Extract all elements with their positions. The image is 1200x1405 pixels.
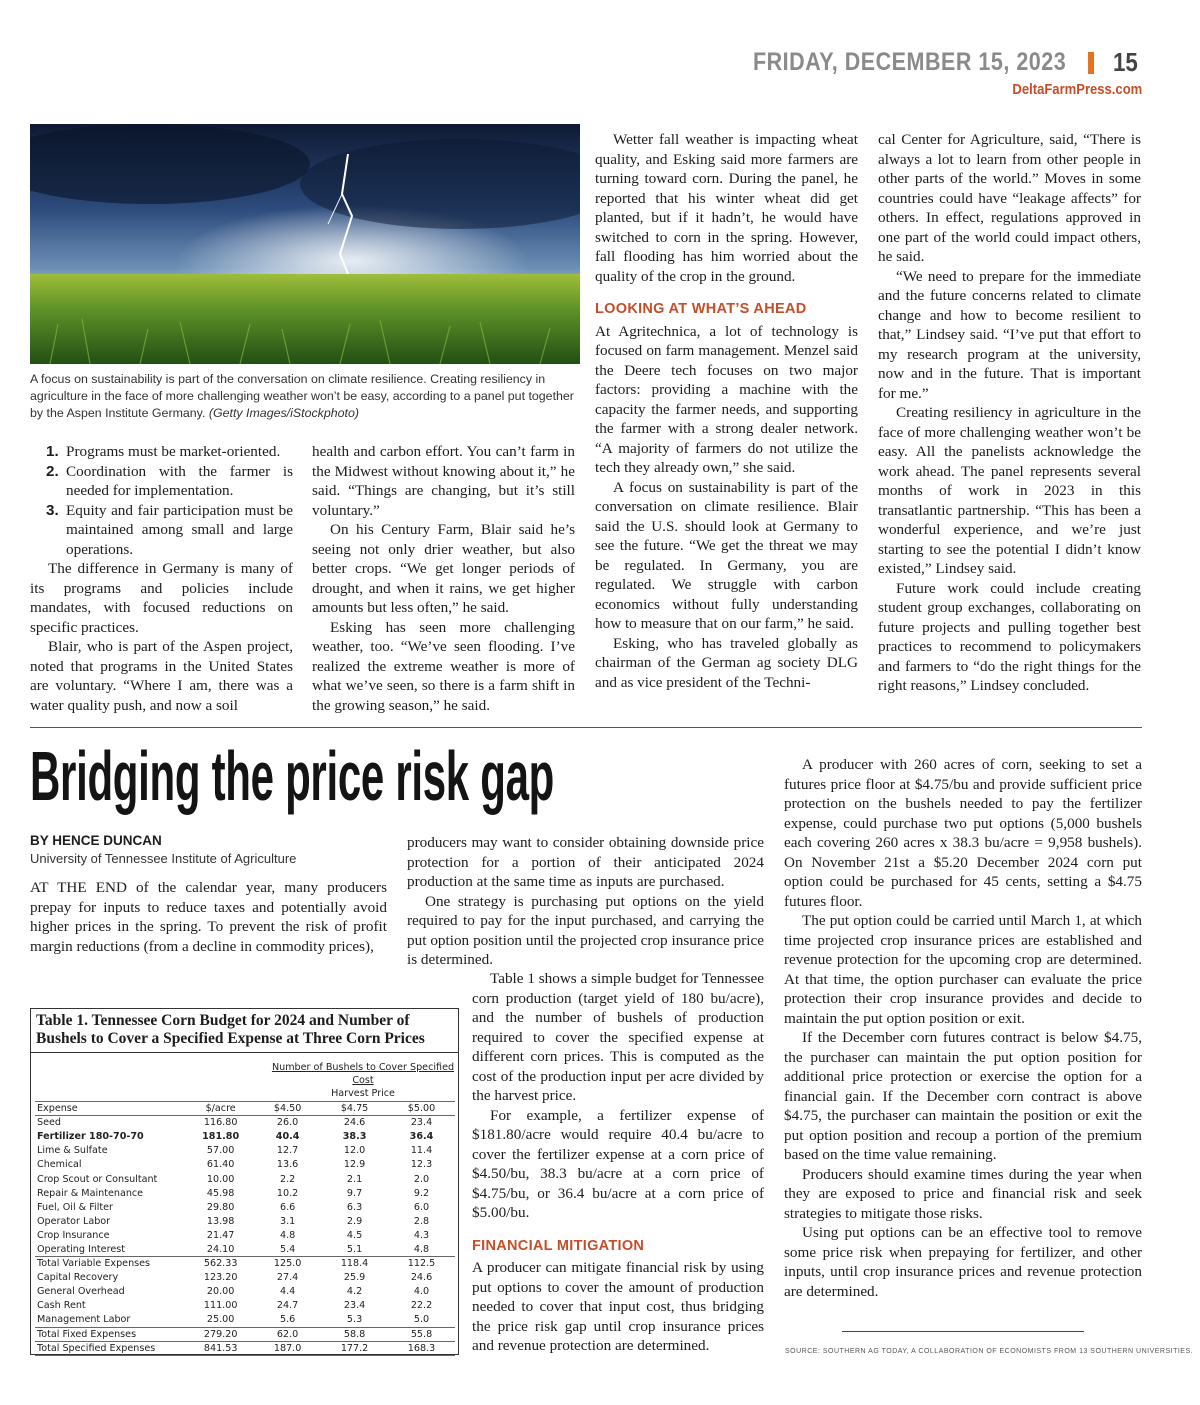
expense-label: Total Variable Expenses <box>35 1257 187 1271</box>
paragraph: A producer with 260 acres of corn, seeking to set a futures price floor at $4.75/bu and provide sufficient price protection on the bushels needed to pay the fertilizer expense, could purchase two put options (5,000 bushels each covering 260 acres x 38.3 bu/acre = 9,958 bushels). On November 21st a $5.20 December 2024 corn put option could be purchased for 45 cents, setting a $4.75 futures floor. <box>784 756 1142 910</box>
photo-credit: (Getty Images/iStockphoto) <box>208 406 359 420</box>
table-row <box>35 1327 455 1341</box>
expense-label: Crop Scout or Consultant <box>37 1173 158 1185</box>
table-body <box>35 1116 455 1356</box>
table-grid <box>35 1061 455 1356</box>
story2-column-2-narrow <box>472 969 764 1356</box>
expense-label: Seed <box>37 1117 61 1129</box>
table-cell: 111.00 <box>203 1300 238 1312</box>
table-cell: 12.9 <box>343 1159 366 1171</box>
story2-column-1 <box>30 878 387 956</box>
paragraph: If the December corn futures contract is below $4.75, the purchaser can maintain the put option position for additional price protection or exercise the option for a financial gain. If the December corn contract is above $4.75, the purchaser can maintain the position or exit the put option position and recoup a portion of the premium based on the time value remaining. <box>784 1029 1142 1163</box>
column-header: $5.00 <box>388 1102 455 1116</box>
table-cell: 125.0 <box>254 1257 321 1271</box>
expense-label: Lime & Sulfate <box>37 1145 108 1157</box>
expense-label: Crop Insurance <box>37 1229 110 1241</box>
expense-label: Operating Interest <box>37 1243 125 1255</box>
expense-label: Total Fixed Expenses <box>35 1327 187 1341</box>
paragraph: Producers should examine times during the year when they are exposed to price and financial risk and seek strategies to mitigate those risks. <box>784 1165 1142 1222</box>
site-link[interactable]: DeltaFarmPress.com <box>1012 82 1142 98</box>
table-cell: 25.00 <box>206 1314 235 1326</box>
expense-label: Total Specified Expenses <box>35 1341 187 1355</box>
table-cell: 11.4 <box>410 1145 433 1157</box>
lead-paragraph: AT THE END of the calendar year, many producers prepay for inputs to reduce taxes and potentially avoid higher prices in the spring. To prevent the risk of profit margin reductions (from a decline in commodity prices), <box>30 879 387 955</box>
table-cell: 40.4 <box>275 1131 300 1143</box>
table-row <box>35 1285 455 1299</box>
section-subhead: LOOKING AT WHAT’S AHEAD <box>595 301 807 317</box>
table-row <box>35 1130 455 1144</box>
table-cell: 279.20 <box>187 1327 254 1341</box>
story2-column-3 <box>784 755 1142 1301</box>
table-cell: 2.0 <box>413 1173 430 1185</box>
caption-text: A focus on sustainability is part of the conversation on climate resilience. Creating resiliency in agriculture in the face of more challenging weather won’t be easy, according to a panel put together by the Aspen Institute Germany. <box>30 372 574 420</box>
table-cell: 4.4 <box>279 1286 296 1298</box>
table-row <box>35 1242 455 1256</box>
table-cell: 2.1 <box>346 1173 363 1185</box>
table-cell: 12.0 <box>343 1145 366 1157</box>
table-cell: 118.4 <box>321 1257 388 1271</box>
table-cell: 5.0 <box>413 1314 430 1326</box>
table-cell: 36.4 <box>409 1131 434 1143</box>
table-row <box>35 1271 455 1285</box>
story1-column-3 <box>595 130 858 692</box>
table-cell: 5.1 <box>346 1243 363 1255</box>
photo-caption <box>30 371 580 422</box>
paragraph: Creating resiliency in agriculture in the face of more challenging weather won’t be easy. All the panelists acknowledge the work ahead. The panel represents several months of work in 2023 in this transatlantic partnership. “This has been a wonderful experience, and we’re just starting to see the potential I didn’t know existed,” Lindsey said. <box>878 404 1141 577</box>
column-group-header: Number of Bushels to Cover Specified Cost Harvest Price <box>271 1062 455 1099</box>
table-cell: 2.9 <box>346 1215 363 1227</box>
table-cell: 23.4 <box>343 1300 366 1312</box>
table-row <box>35 1172 455 1186</box>
table-cell: 4.8 <box>279 1229 296 1241</box>
table-cell: 112.5 <box>388 1257 455 1271</box>
table-cell: 187.0 <box>254 1341 321 1355</box>
table-row <box>35 1158 455 1172</box>
expense-label: Capital Recovery <box>37 1272 119 1284</box>
table-cell: 10.2 <box>276 1187 299 1199</box>
table-cell: 6.3 <box>346 1201 363 1213</box>
table-cell: 38.3 <box>342 1131 367 1143</box>
table-cell: 5.6 <box>279 1314 296 1326</box>
masthead-divider-bar <box>1088 52 1094 74</box>
paragraph: On his Century Farm, Blair said he’s seeing not only drier weather, but also better crops. “We get longer periods of drought, and when it rains, we get higher amounts but less often,” he said. <box>312 521 575 616</box>
table-cell: 22.2 <box>410 1300 433 1312</box>
author-affiliation: University of Tennessee Institute of Agriculture <box>30 851 297 866</box>
table-cell: 6.0 <box>413 1201 430 1213</box>
story1-column-2 <box>312 442 575 715</box>
byline: BY HENCE DUNCAN <box>30 833 162 848</box>
corn-budget-table <box>30 1008 459 1355</box>
table-cell: 168.3 <box>388 1341 455 1355</box>
table-cell: 58.8 <box>321 1327 388 1341</box>
table-cell: 4.3 <box>413 1229 430 1241</box>
end-rule <box>842 1331 1084 1332</box>
table-cell: 26.0 <box>276 1117 299 1129</box>
story1-column-4 <box>878 130 1141 696</box>
paragraph: A producer can mitigate financial risk by using put options to cover the amount of production needed to cover that input cost, thus bridging the price risk gap until crop insurance prices and revenue protection are determined. <box>472 1259 764 1354</box>
table-row <box>35 1341 455 1355</box>
table-cell: 55.8 <box>388 1327 455 1341</box>
table-cell: 2.8 <box>413 1215 430 1227</box>
table-row <box>35 1313 455 1327</box>
paragraph: At Agritechnica, a lot of technology is focused on farm management. Menzel said the Deere tech focuses on two major factors: providing a machine with the capacity the farmer needs, and supporting the farmer with a strong dealer network. “A majority of farmers do not utilize the tech they already own,” she said. <box>595 322 858 476</box>
storm-field-photo <box>30 124 580 364</box>
table-row <box>35 1299 455 1313</box>
expense-label: Cash Rent <box>37 1300 86 1312</box>
table-row <box>35 1257 455 1271</box>
table-row <box>35 1214 455 1228</box>
table-cell: 3.1 <box>279 1215 296 1227</box>
list-item: 3. Equity and fair participation must be maintained among small and large operations. <box>46 501 293 558</box>
expense-label: Fuel, Oil & Filter <box>37 1201 113 1213</box>
paragraph: “We need to prepare for the immediate and the future concerns related to climate change and how to become resilient to that,” Lindsey said. “I’ve put that effort to my research program at the university, now and in the future. That is important for me.” <box>878 267 1141 402</box>
paragraph: One strategy is purchasing put options on the yield required to pay for the input purchased, and carrying the put option position until the projected crop insurance price is determined. <box>407 892 764 968</box>
table-cell: 10.00 <box>206 1173 235 1185</box>
paragraph: A focus on sustainability is part of the conversation on climate resilience. Blair said the U.S. should look at Germany to see the future. “We get the threat we may be regulated. In Germany, you are regulated. We struggle with carbon economics without fully understanding how to measure that on our farm,” he said. <box>595 478 858 632</box>
section-subhead: FINANCIAL MITIGATION <box>472 1237 645 1254</box>
table-cell: 4.8 <box>413 1243 430 1255</box>
table-cell: 13.6 <box>276 1159 299 1171</box>
table-cell: 5.4 <box>279 1243 296 1255</box>
requirements-list <box>30 442 293 559</box>
list-item: 1. Programs must be market-oriented. <box>46 443 281 460</box>
table-cell: 562.33 <box>187 1257 254 1271</box>
table-cell: 62.0 <box>254 1327 321 1341</box>
list-item: 2. Coordination with the farmer is needed for implementation. <box>46 462 293 499</box>
table-cell: 12.3 <box>410 1159 433 1171</box>
table-cell: 24.6 <box>343 1117 366 1129</box>
story2-column-2-top <box>407 833 764 970</box>
table-cell: 841.53 <box>187 1341 254 1355</box>
paragraph: Using put options can be an effective tool to remove some price risk when prepaying for fertilizer, and other inputs, until crop insurance prices and revenue protection are determined. <box>784 1224 1142 1300</box>
table-cell: 181.80 <box>202 1131 240 1143</box>
table-row <box>35 1144 455 1158</box>
table-cell: 24.7 <box>276 1300 299 1312</box>
expense-label: General Overhead <box>37 1286 125 1298</box>
table-cell: 9.7 <box>346 1187 363 1199</box>
paragraph: Esking, who has traveled globally as chairman of the German ag society DLG and as vice president of the Techni- <box>595 634 858 691</box>
table-cell: 27.4 <box>276 1272 299 1284</box>
paragraph: cal Center for Agriculture, said, “There is always a lot to learn from other people in other parts of the world.” Moves in some countries could have “leakage affects” for others. In effect, regulations approved in one part of the world could impact others, he said. <box>878 131 1141 265</box>
table-cell: 24.10 <box>206 1243 235 1255</box>
table-row <box>35 1186 455 1200</box>
table-cell: 13.98 <box>206 1215 235 1227</box>
expense-label: Fertilizer 180-70-70 <box>37 1131 144 1143</box>
headline: Bridging the price risk gap <box>30 737 554 815</box>
table-row <box>35 1116 455 1130</box>
table-cell: 57.00 <box>206 1145 235 1157</box>
table-cell: 123.20 <box>203 1272 238 1284</box>
column-header: $4.50 <box>254 1102 321 1116</box>
expense-label: Management Labor <box>37 1314 131 1326</box>
table-row <box>35 1200 455 1214</box>
table-title: Table 1. Tennessee Corn Budget for 2024 and Number of Bushels to Cover a Specified Expense at Three Corn Prices <box>31 1009 458 1053</box>
table-row <box>35 1228 455 1242</box>
table-cell: 12.7 <box>276 1145 299 1157</box>
paragraph: Table 1 shows a simple budget for Tennessee corn production (target yield of 180 bu/acre), and the number of bushels of production required to cover the specified expense at different corn prices. This is computed as the cost of the production input per acre divided by the harvest price. <box>472 970 764 1104</box>
story-divider <box>30 727 1142 728</box>
table-cell: 4.2 <box>346 1286 363 1298</box>
table-cell: 29.80 <box>206 1201 235 1213</box>
table-cell: 20.00 <box>206 1286 235 1298</box>
table-cell: 9.2 <box>413 1187 430 1199</box>
column-header: $4.75 <box>321 1102 388 1116</box>
table-cell: 24.6 <box>410 1272 433 1284</box>
paragraph: Blair, who is part of the Aspen project, noted that programs in the United States are voluntary. “Where I am, there was a water quality push, and now a soil <box>30 638 293 714</box>
table-header-row <box>35 1102 455 1116</box>
issue-date: FRIDAY, DECEMBER 15, 2023 <box>752 48 1066 76</box>
source-note: SOURCE: SOUTHERN AG TODAY, A COLLABORATION OF ECONOMISTS FROM 13 SOUTHERN UNIVERSITIES. <box>785 1348 1194 1355</box>
paragraph: producers may want to consider obtaining downside price protection for a portion of their anticipated 2024 production at the same time as inputs are purchased. <box>407 834 764 890</box>
table-cell: 4.0 <box>413 1286 430 1298</box>
paragraph: Wetter fall weather is impacting wheat quality, and Esking said more farmers are turning toward corn. During the panel, he reported that his winter wheat did get planted, but if it hadn’t, he would have switched to corn in the spring. However, fall flooding has him worried about the quality of the crop in the ground. <box>595 131 858 285</box>
column-header: $/acre <box>187 1102 254 1116</box>
table-cell: 25.9 <box>343 1272 366 1284</box>
paragraph: The difference in Germany is many of its programs and policies include mandates, with focused reductions on specific practices. <box>30 560 293 636</box>
paragraph: For example, a fertilizer expense of $181.80/acre would require 40.4 bu/acre to cover the fertilizer expense at a corn price of $4.50/bu, 38.3 bu/acre at a corn price of $4.75/bu, or 36.4 bu/acre at a corn price of $5.00/bu. <box>472 1106 764 1221</box>
table-cell: 23.4 <box>410 1117 433 1129</box>
paragraph: health and carbon effort. You can’t farm in the Midwest without knowing about it,” he said. “Things are changing, but it’s still voluntary.” <box>312 443 575 519</box>
table-cell: 61.40 <box>206 1159 235 1171</box>
table-cell: 6.6 <box>279 1201 296 1213</box>
expense-label: Operator Labor <box>37 1215 111 1227</box>
paragraph: The put option could be carried until March 1, at which time projected crop insurance prices are established and revenue protection for the upcoming crop are determined. At that time, the option purchaser can evaluate the price protection their crop insurance provides and decide to maintain the put option position or exit. <box>784 912 1142 1027</box>
table-cell: 4.5 <box>346 1229 363 1241</box>
column-header: Expense <box>35 1102 187 1116</box>
table-cell: 116.80 <box>203 1117 238 1129</box>
paragraph: Future work could include creating student group exchanges, collaborating on future projects and pulling together best practices to recommend to policymakers and farmers to “do the right things for the right reasons,” Lindsey concluded. <box>878 579 1141 694</box>
story1-column-1 <box>30 442 293 715</box>
table-cell: 45.98 <box>206 1187 235 1199</box>
table-cell: 21.47 <box>206 1229 235 1241</box>
paragraph: Esking has seen more challenging weather, too. “We’ve seen flooding. I’ve realized the extreme weather is more of what we’ve seen, so there is a farm shift in the growing season,” he said. <box>312 618 575 714</box>
expense-label: Repair & Maintenance <box>37 1187 144 1199</box>
expense-label: Chemical <box>37 1159 82 1171</box>
table-cell: 5.3 <box>346 1314 363 1326</box>
table-cell: 2.2 <box>279 1173 296 1185</box>
table-header-group <box>35 1061 455 1101</box>
table-cell: 177.2 <box>321 1341 388 1355</box>
page-number: 15 <box>1113 47 1138 77</box>
